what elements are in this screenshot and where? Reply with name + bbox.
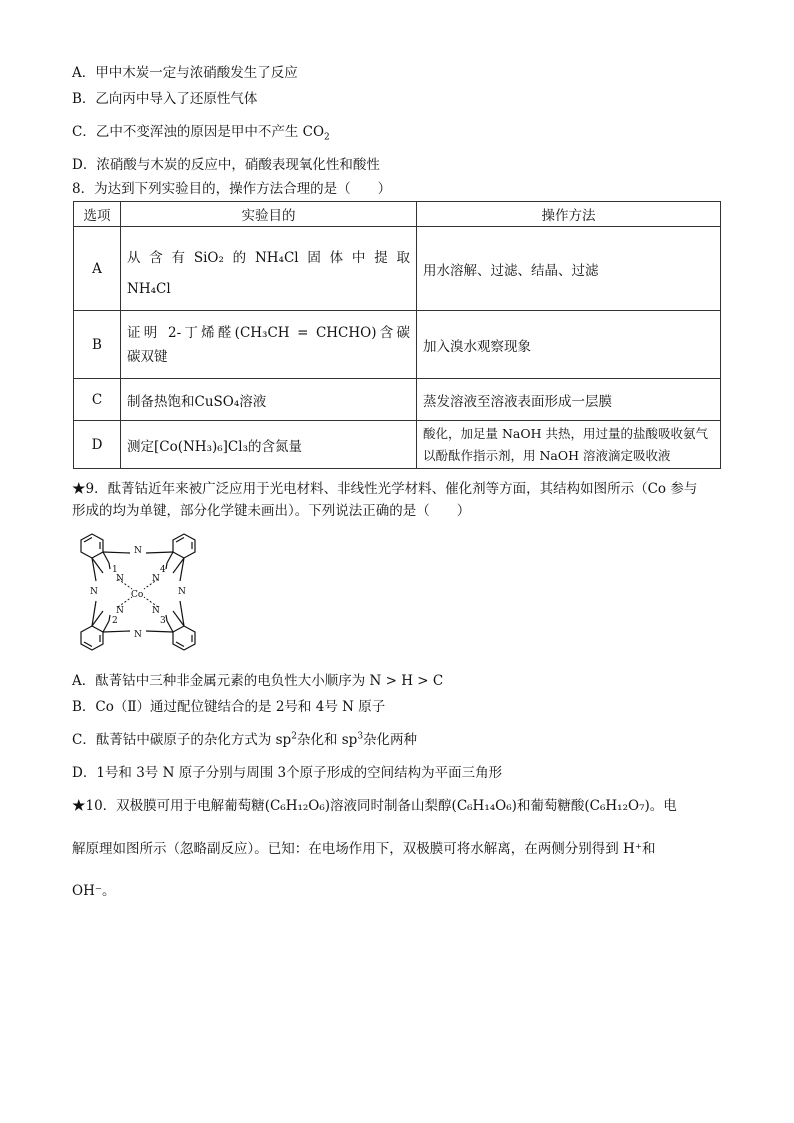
- q9-option-b: B．Co（Ⅱ）通过配位键结合的是 2号和 4号 N 原子: [72, 699, 386, 715]
- aza-n-label: N: [134, 630, 142, 640]
- header-purpose: 实验目的: [121, 202, 417, 227]
- row-purpose: 制备热饱和CuSO₄溶液: [121, 379, 417, 421]
- q10-stem-line2: 解原理如图所示（忽略副反应）。已知：在电场作用下，双极膜可将水解离，在两侧分别得到 H⁺和: [72, 841, 656, 857]
- row-purpose: 从含有SiO₂的NH₄Cl固体中提取 NH₄Cl: [121, 227, 417, 311]
- row-label: A: [74, 227, 121, 311]
- pyrrole-n-label: N: [152, 606, 160, 616]
- n-number-label: 3: [160, 616, 166, 626]
- row-method: 酸化，加足量 NaOH 共热，用过量的盐酸吸收氨气 以酚酞作指示剂，用 NaOH 溶液滴定吸收液: [417, 421, 721, 469]
- q9-stem-line1: ★9．酞菁钴近年来被广泛应用于光电材料、非线性光学材料、催化剂等方面，其结构如图所示（Co 参与: [72, 481, 698, 497]
- table-row: [74, 311, 721, 379]
- header-method: 操作方法: [417, 202, 721, 227]
- aza-n-label: N: [134, 546, 142, 556]
- q9-option-a: A．酞菁钴中三种非金属元素的电负性大小顺序为 N > H > C: [72, 673, 444, 689]
- q9-stem-line2: 形成的均为单键，部分化学键未画出）。下列说法正确的是（ ）: [72, 503, 471, 519]
- cobalt-label: Co: [131, 590, 144, 600]
- q10-stem-line1: ★10．双极膜可用于电解葡萄糖(C₆H₁₂O₆)溶液同时制备山梨醇(C₆H₁₄O₆)和葡萄糖酸(C₆H₁₂O₇)。电: [72, 798, 677, 814]
- q10-stem-line3: OH⁻。: [72, 883, 116, 899]
- row-label: B: [74, 311, 121, 379]
- row-purpose: 证明 2-丁烯醛(CH₃CH = CHCHO)含碳 碳双键: [121, 311, 417, 379]
- row-method: 用水溶解、过滤、结晶、过滤: [417, 227, 721, 311]
- cobalt-phthalocyanine-structure: [72, 531, 204, 655]
- aza-n-label: N: [178, 587, 186, 597]
- pyrrole-n-label: N: [116, 606, 124, 616]
- q7-option-c: C．乙中不变浑浊的原因是甲中不产生 $CO_2$: [72, 124, 330, 143]
- row-method: 加入溴水观察现象: [417, 311, 721, 379]
- table-header-row: [74, 202, 721, 227]
- q8-table: [73, 201, 721, 469]
- q7-option-b: B．乙向丙中导入了还原性气体: [72, 91, 258, 107]
- row-purpose: 测定[Co(NH₃)₆]Cl₃的含氮量: [121, 421, 417, 469]
- table-row: [74, 421, 721, 469]
- row-label: D: [74, 421, 121, 469]
- q9-option-c: C．酞菁钴中碳原子的杂化方式为 $sp^2$杂化和 $sp^3$杂化两种: [72, 731, 418, 748]
- pyrrole-n-label: N: [116, 574, 124, 584]
- pyrrole-n-label: N: [152, 574, 160, 584]
- q7-option-a: A．甲中木炭一定与浓硝酸发生了反应: [72, 65, 298, 81]
- row-method: 蒸发溶液至溶液表面形成一层膜: [417, 379, 721, 421]
- table-row: [74, 379, 721, 421]
- table-row: [74, 227, 721, 311]
- q9-option-d: D．1号和 3号 N 原子分别与周围 3个原子形成的空间结构为平面三角形: [72, 765, 503, 781]
- n-number-label: 4: [160, 565, 166, 575]
- q8-stem: 8．为达到下列实验目的，操作方法合理的是（ ）: [72, 181, 392, 197]
- q7-option-d: D．浓硝酸与木炭的反应中，硝酸表现氧化性和酸性: [72, 157, 380, 173]
- n-number-label: 1: [112, 565, 118, 575]
- n-number-label: 2: [112, 616, 118, 626]
- aza-n-label: N: [90, 587, 98, 597]
- row-label: C: [74, 379, 121, 421]
- header-option: 选项: [74, 202, 121, 227]
